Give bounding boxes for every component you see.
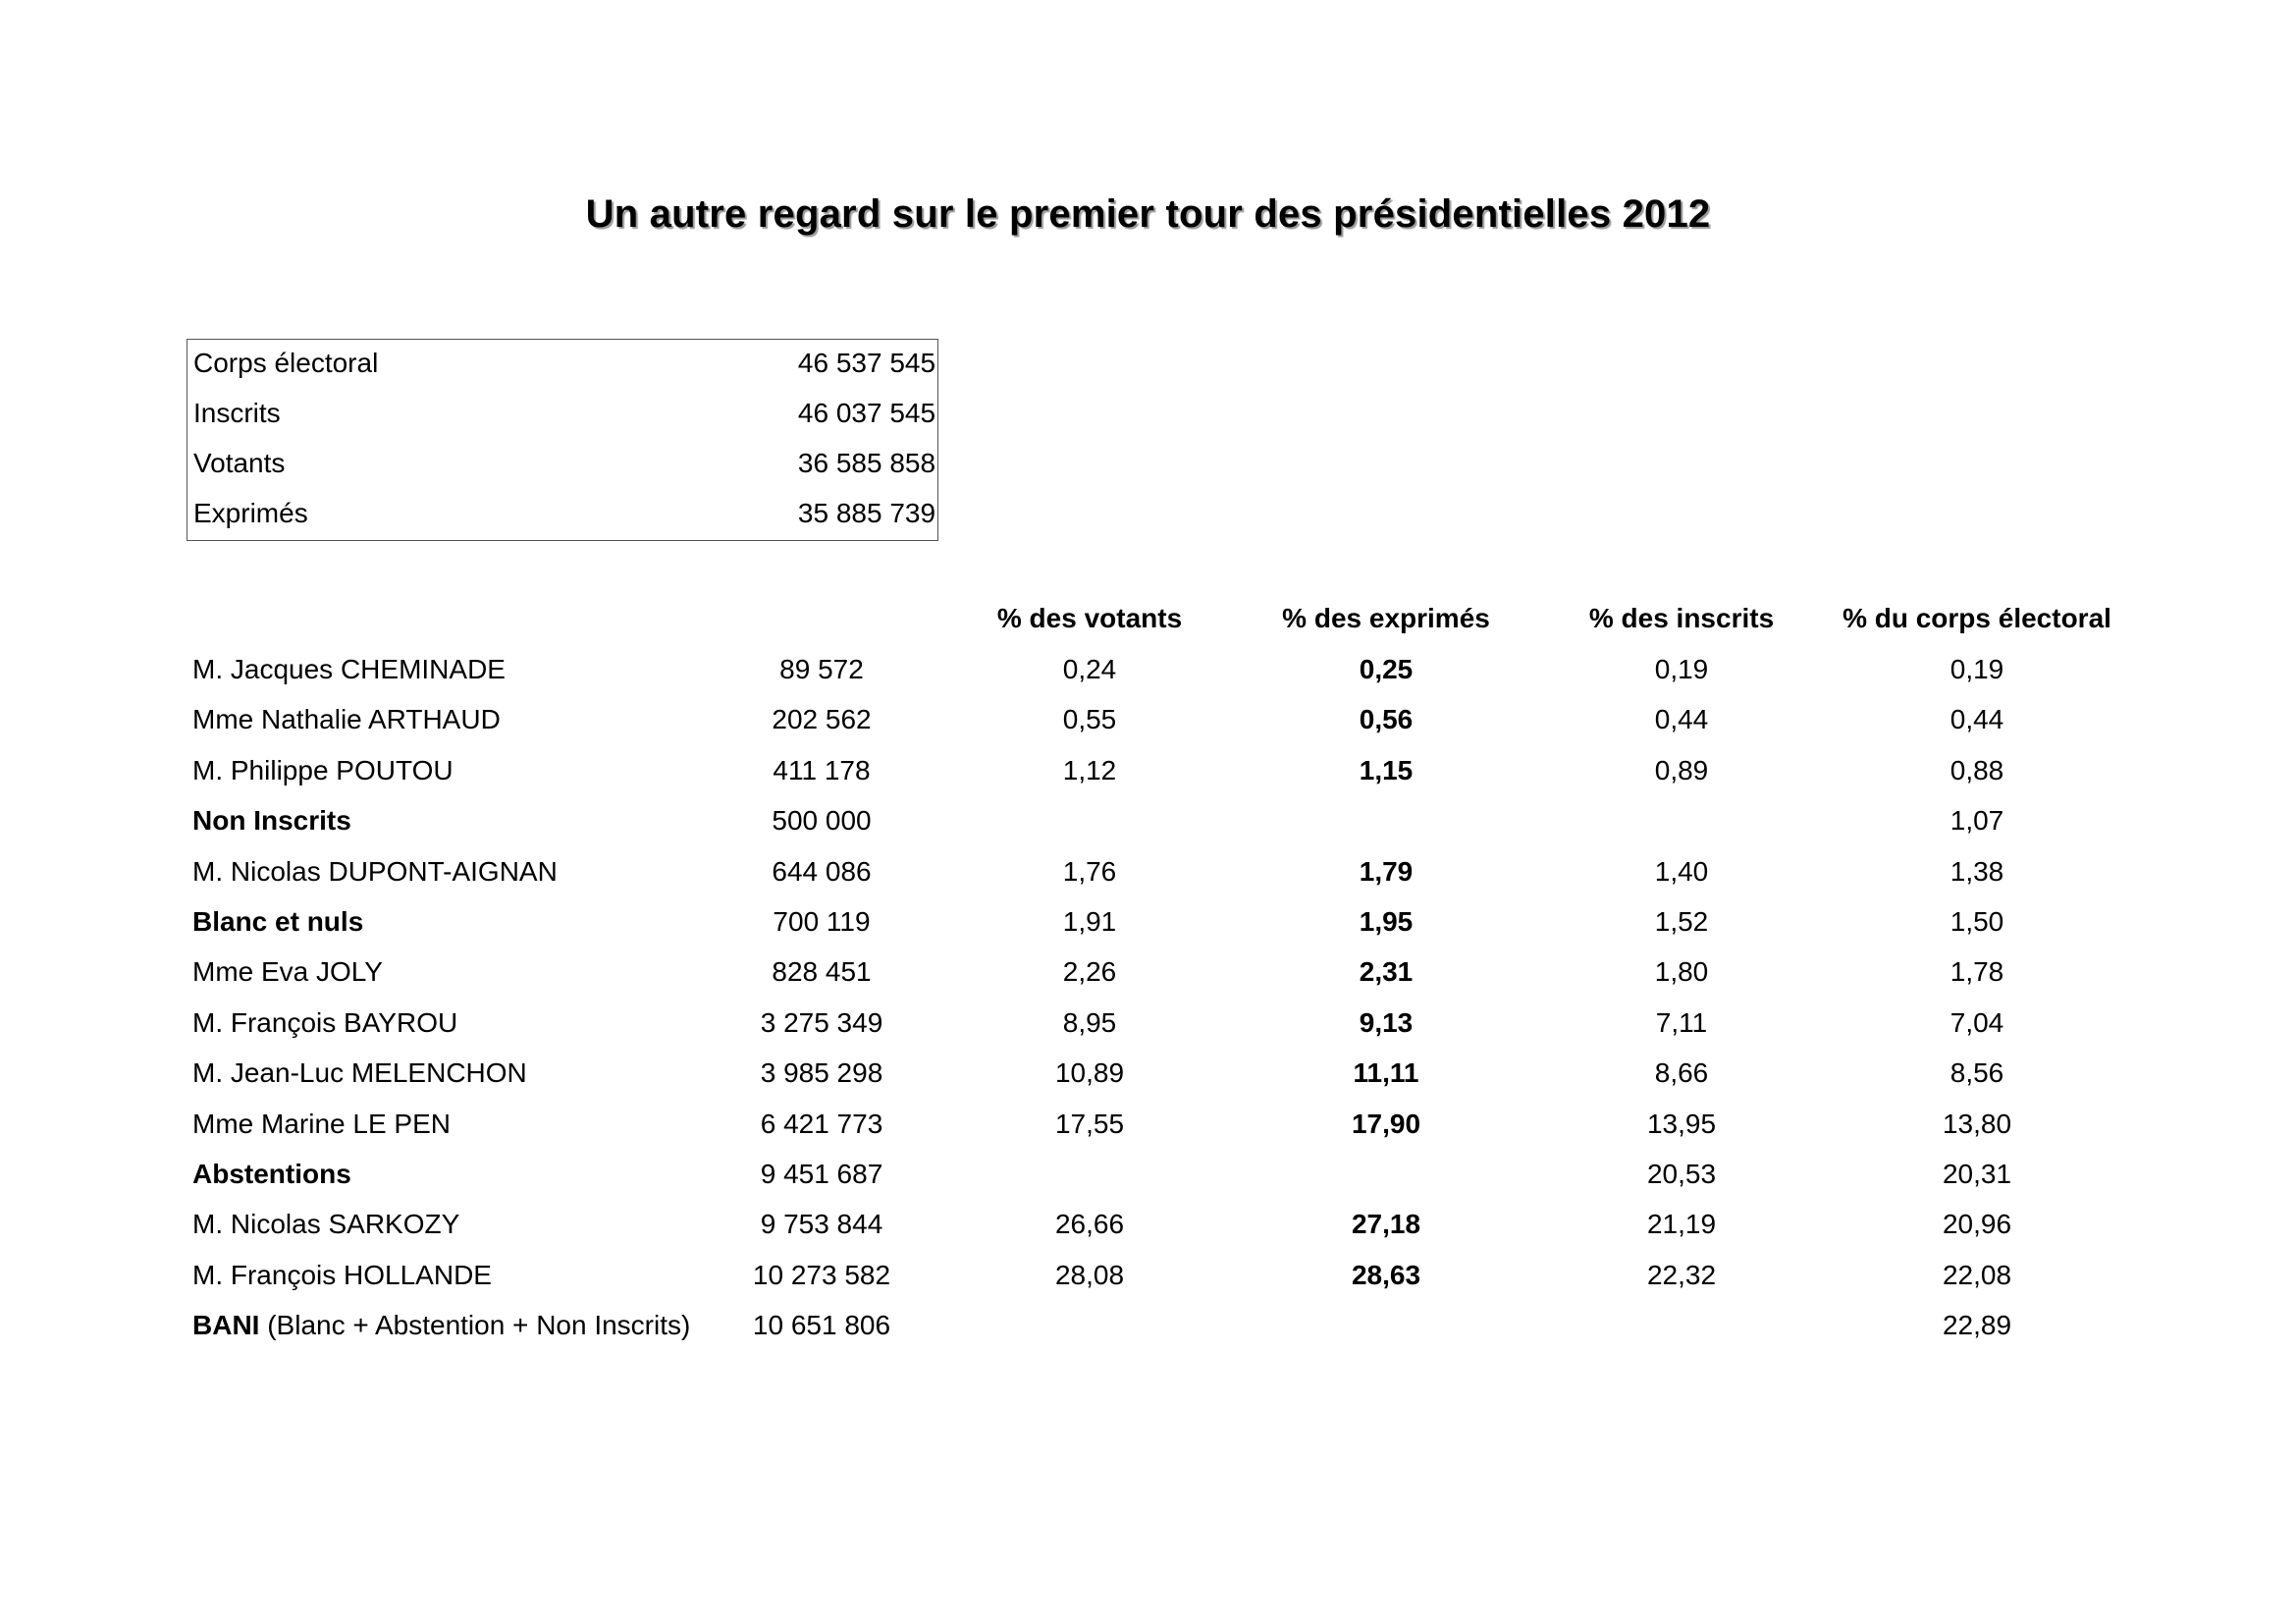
- cell-inscrits: 20,53: [1646, 1159, 1717, 1189]
- cell-count: 89 572: [779, 654, 864, 684]
- table-row: [0, 1057, 2296, 1108]
- cell-votants: 1,12: [1062, 754, 1117, 785]
- row-label: [192, 906, 363, 938]
- cell-inscrits: 1,52: [1654, 906, 1709, 937]
- table-row: [0, 704, 2296, 754]
- cell-inscrits: 21,19: [1646, 1209, 1717, 1240]
- cell-votants: 1,91: [1062, 906, 1117, 937]
- summary-label: Inscrits: [193, 398, 281, 428]
- cell-votants: 10,89: [1054, 1057, 1125, 1089]
- table-row: [0, 1109, 2296, 1159]
- cell-count: 10 273 582: [752, 1259, 891, 1290]
- row-label: [192, 805, 351, 837]
- cell-inscrits: 0,44: [1654, 704, 1709, 735]
- summary-value: 35 885 739: [797, 498, 936, 528]
- cell-count: 3 985 298: [760, 1057, 883, 1089]
- cell-corps: 0,44: [1949, 704, 2004, 735]
- row-label: [192, 856, 558, 888]
- row-label: [192, 1310, 690, 1341]
- summary-row-votants: [187, 440, 939, 490]
- summary-value: 46 037 545: [797, 398, 936, 428]
- cell-count: 9 451 687: [760, 1159, 883, 1189]
- cell-count: 411 178: [773, 754, 871, 785]
- row-label: [192, 1007, 457, 1039]
- table-row: [0, 956, 2296, 1006]
- row-label-text: BANI: [192, 1310, 260, 1341]
- cell-count: 202 562: [772, 704, 872, 735]
- cell-inscrits: 13,95: [1646, 1108, 1717, 1139]
- cell-corps: 20,31: [1942, 1159, 2012, 1189]
- cell-inscrits: 22,32: [1646, 1259, 1717, 1290]
- table-row: [0, 1209, 2296, 1259]
- cell-inscrits: 1,40: [1654, 855, 1709, 887]
- table-row: [0, 1159, 2296, 1209]
- row-label: [192, 755, 454, 786]
- summary-row-corps: [187, 340, 939, 390]
- cell-inscrits: 8,66: [1654, 1057, 1709, 1089]
- table-row: [0, 654, 2296, 704]
- row-label-text: Non Inscrits: [192, 805, 351, 837]
- row-label-text: M. Nicolas SARKOZY: [192, 1209, 460, 1240]
- cell-count: 3 275 349: [760, 1006, 883, 1038]
- cell-count: 6 421 773: [760, 1108, 883, 1139]
- cell-corps: 8,56: [1949, 1057, 2004, 1089]
- summary-row-exprimes: [187, 490, 939, 540]
- cell-votants: 17,55: [1054, 1108, 1125, 1139]
- column-header-exprimes: % des exprimés: [1282, 603, 1490, 633]
- column-header-corps: % du corps électoral: [1842, 603, 2111, 633]
- summary-value: 36 585 858: [797, 448, 936, 478]
- summary-box: [187, 339, 938, 541]
- row-label-text: M. Nicolas DUPONT-AIGNAN: [192, 855, 558, 887]
- row-label-text: M. François HOLLANDE: [192, 1259, 492, 1290]
- row-label: [192, 1109, 451, 1140]
- row-label-text: Abstentions: [192, 1159, 351, 1189]
- cell-votants: 0,24: [1062, 654, 1117, 684]
- row-label: [192, 654, 506, 685]
- column-header-inscrits: % des inscrits: [1588, 603, 1775, 633]
- cell-exprimes: 27,18: [1351, 1209, 1421, 1240]
- row-label-text: M. Jean-Luc MELENCHON: [192, 1057, 527, 1089]
- cell-count: 500 000: [772, 805, 872, 837]
- cell-corps: 20,96: [1942, 1209, 2012, 1240]
- table-row: [0, 1260, 2296, 1310]
- row-label-text: Mme Eva JOLY: [192, 956, 383, 988]
- table-row: [0, 856, 2296, 906]
- cell-exprimes: 28,63: [1351, 1259, 1421, 1290]
- cell-votants: 28,08: [1054, 1259, 1125, 1290]
- cell-count: 9 753 844: [760, 1209, 883, 1240]
- row-label-text: M. Philippe POUTOU: [192, 754, 454, 785]
- row-label-text: Mme Marine LE PEN: [192, 1108, 451, 1139]
- row-label: [192, 1057, 527, 1089]
- summary-label: Corps électoral: [193, 348, 379, 378]
- cell-corps: 0,88: [1949, 754, 2004, 785]
- row-label-text: M. Jacques CHEMINADE: [192, 654, 506, 684]
- row-label: [192, 1260, 492, 1291]
- cell-exprimes: 1,95: [1359, 906, 1414, 937]
- cell-corps: 22,89: [1942, 1310, 2012, 1341]
- cell-votants: 26,66: [1054, 1209, 1125, 1240]
- cell-corps: 7,04: [1949, 1006, 2004, 1038]
- cell-exprimes: 0,25: [1359, 654, 1414, 684]
- table-row: [0, 755, 2296, 805]
- row-label-text: Mme Nathalie ARTHAUD: [192, 704, 501, 735]
- row-label: [192, 1159, 351, 1190]
- cell-corps: 1,50: [1949, 906, 2004, 937]
- cell-votants: 2,26: [1062, 956, 1117, 988]
- cell-exprimes: 17,90: [1351, 1108, 1421, 1139]
- cell-count: 644 086: [772, 855, 872, 887]
- cell-votants: 1,76: [1062, 855, 1117, 887]
- cell-corps: 1,38: [1949, 855, 2004, 887]
- page-title: Un autre regard sur le premier tour des présidentielles 2012: [585, 192, 1711, 236]
- summary-label: Exprimés: [193, 498, 308, 528]
- summary-row-inscrits: [187, 390, 939, 440]
- cell-corps: 0,19: [1949, 654, 2004, 684]
- cell-corps: 13,80: [1942, 1108, 2012, 1139]
- table-row: [0, 1310, 2296, 1360]
- summary-value: 46 537 545: [797, 348, 936, 378]
- column-header-votants: % des votants: [996, 603, 1183, 633]
- row-label: [192, 704, 501, 735]
- cell-count: 10 651 806: [752, 1310, 891, 1341]
- cell-corps: 22,08: [1942, 1259, 2012, 1290]
- table-row: [0, 1007, 2296, 1057]
- table-row: [0, 906, 2296, 956]
- row-label: [192, 956, 383, 988]
- cell-inscrits: 1,80: [1654, 956, 1709, 988]
- cell-count: 700 119: [773, 906, 871, 937]
- cell-inscrits: 0,89: [1654, 754, 1709, 785]
- cell-exprimes: 1,79: [1359, 855, 1414, 887]
- cell-inscrits: 0,19: [1654, 654, 1709, 684]
- row-label: [192, 1209, 459, 1240]
- row-label-text: Blanc et nuls: [192, 906, 364, 937]
- cell-votants: 8,95: [1062, 1006, 1117, 1038]
- cell-exprimes: 1,15: [1359, 754, 1414, 785]
- cell-inscrits: 7,11: [1655, 1006, 1708, 1038]
- cell-votants: 0,55: [1062, 704, 1117, 735]
- cell-count: 828 451: [772, 956, 872, 988]
- cell-exprimes: 2,31: [1359, 956, 1414, 988]
- cell-exprimes: 11,11: [1353, 1057, 1419, 1089]
- row-label-suffix: (Blanc + Abstention + Non Inscrits): [259, 1310, 691, 1341]
- row-label-text: M. François BAYROU: [192, 1006, 458, 1038]
- cell-corps: 1,07: [1949, 805, 2004, 837]
- cell-exprimes: 9,13: [1359, 1006, 1414, 1038]
- summary-label: Votants: [193, 448, 286, 478]
- cell-exprimes: 0,56: [1359, 704, 1414, 735]
- cell-corps: 1,78: [1949, 956, 2004, 988]
- table-row: [0, 805, 2296, 855]
